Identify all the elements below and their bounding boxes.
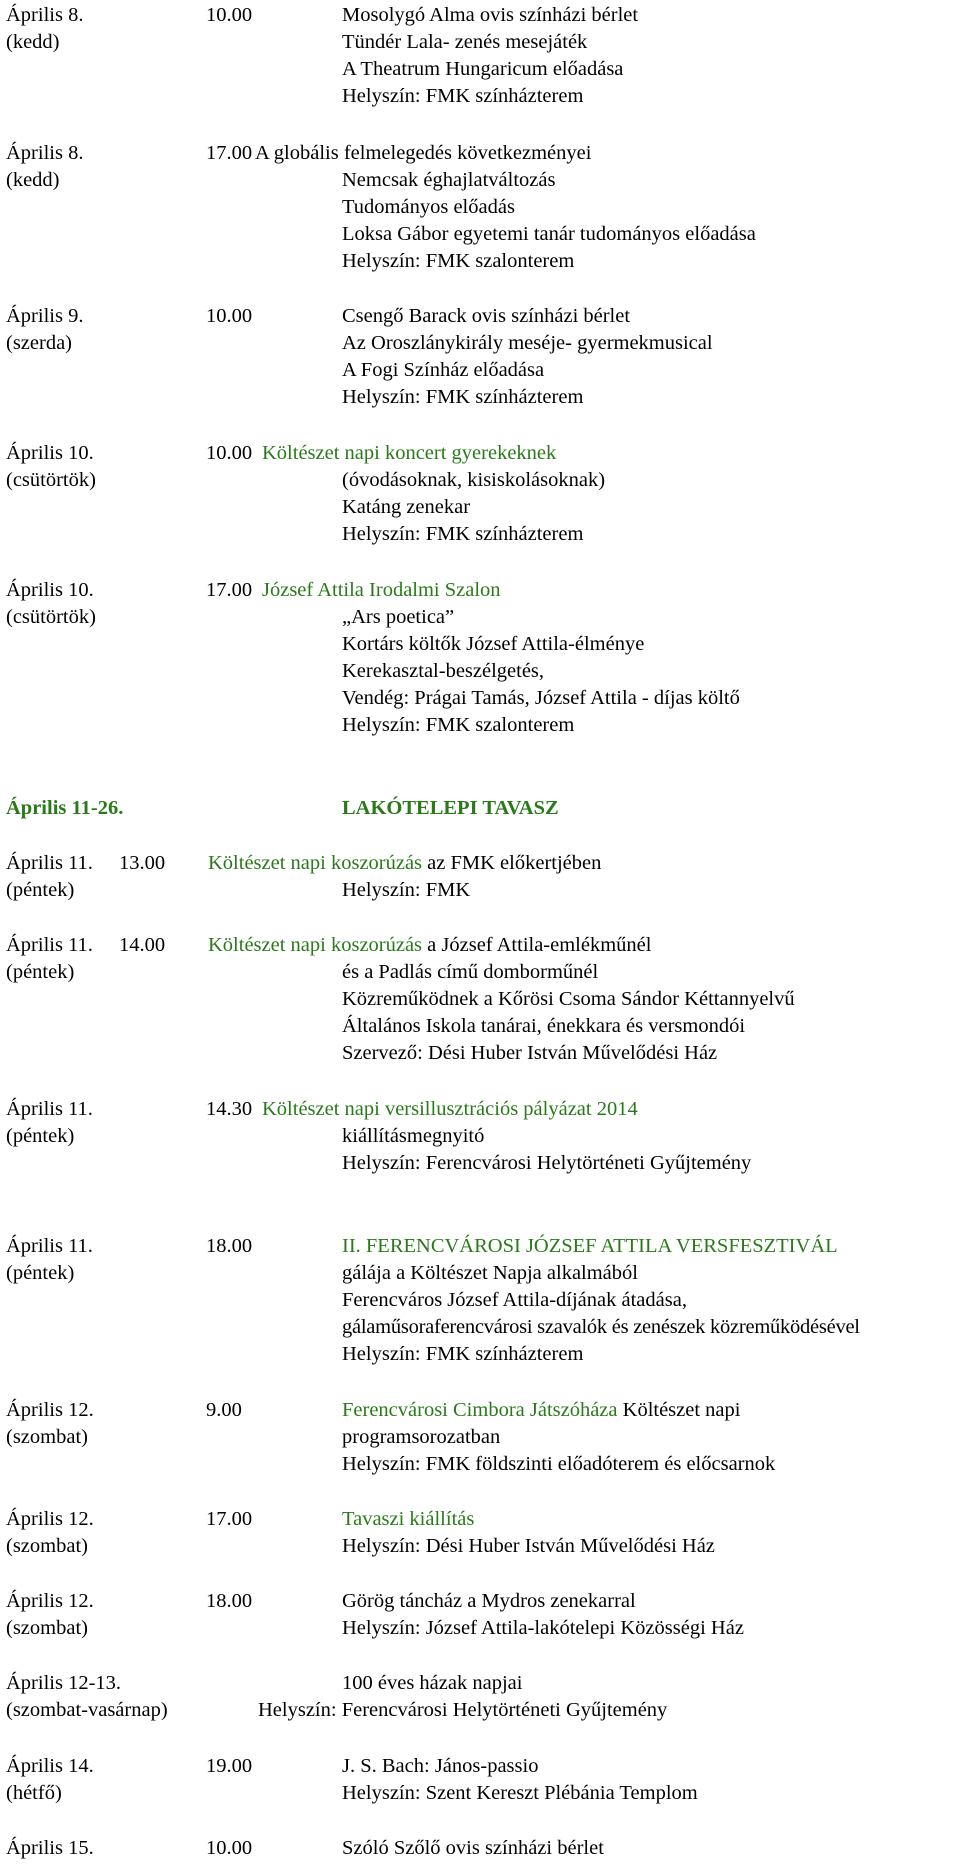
event-date: Április 11. (6, 852, 93, 874)
event-day: (péntek) (6, 1125, 75, 1147)
event-detail: Kerekasztal-beszélgetés, (342, 660, 545, 682)
event-title: Költészet napi versillusztrációs pályázat 2014 (262, 1098, 638, 1120)
event-venue: Helyszín: FMK (342, 879, 471, 901)
event-venue: Helyszín: Szent Kereszt Plébánia Templom (342, 1782, 698, 1804)
event-venue: Helyszín: FMK szalonterem (342, 250, 575, 272)
event-time: 10.00 (206, 1837, 253, 1859)
event-title: II. FERENCVÁROSI JÓZSEF ATTILA VERSFESZTIVÁL (342, 1235, 838, 1257)
event-title-rest: az FMK előkertjében (422, 852, 602, 874)
event-day: (péntek) (6, 1262, 75, 1284)
event-time: 17.00 (206, 1508, 253, 1530)
event-day: (kedd) (6, 31, 60, 53)
event-detail: kiállításmegnyitó (342, 1125, 485, 1147)
event-title: Csengő Barack ovis színházi bérlet (342, 305, 631, 327)
event-time: 14.00 (119, 934, 166, 956)
event-detail: Nemcsak éghajlatváltozás (342, 169, 556, 191)
event-day: (péntek) (6, 879, 75, 901)
event-detail: A Fogi Színház előadása (342, 359, 545, 381)
event-title: Költészet napi koszorúzás (208, 852, 423, 874)
event-time: 10.00 (206, 4, 253, 26)
event-detail: Loksa Gábor egyetemi tanár tudományos előadása (342, 223, 756, 245)
event-detail: Ferencváros József Attila-díjának átadása, (342, 1289, 687, 1311)
event-date: Április 11. (6, 934, 93, 956)
event-time: 10.00 (206, 442, 253, 464)
event-day: (szombat) (6, 1535, 88, 1557)
event-time: 10.00 (206, 305, 253, 327)
event-title-rest: Költészet napi (617, 1399, 741, 1421)
event-time: 17.00 (206, 142, 253, 164)
event-date: Április 12. (6, 1508, 94, 1530)
event-venue: Helyszín: FMK színházterem (342, 85, 584, 107)
event-title: A globális felmelegedés következményei (255, 142, 592, 164)
event-time: 18.00 (206, 1235, 253, 1257)
event-venue: Helyszín: FMK színházterem (342, 1343, 584, 1365)
event-title: 100 éves házak napjai (342, 1672, 523, 1694)
event-title: Görög táncház a Mydros zenekarral (342, 1590, 636, 1612)
event-time: 18.00 (206, 1590, 253, 1612)
event-time: 9.00 (206, 1399, 242, 1421)
event-time: 19.00 (206, 1755, 253, 1777)
event-venue: Helyszín: FMK szalonterem (342, 714, 575, 736)
event-title: J. S. Bach: János-passio (342, 1755, 539, 1777)
event-date: Április 12-13. (6, 1672, 122, 1694)
event-title: Mosolygó Alma ovis színházi bérlet (342, 4, 639, 26)
event-detail: Tudományos előadás (342, 196, 515, 218)
event-detail: programsorozatban (342, 1426, 501, 1448)
event-title-line (342, 1397, 740, 1424)
event-day: (péntek) (6, 961, 75, 983)
event-date: Április 10. (6, 579, 94, 601)
event-detail: „Ars poetica” (342, 606, 455, 628)
event-detail: Vendég: Prágai Tamás, József Attila - díjas költő (342, 687, 740, 709)
event-date: Április 9. (6, 305, 84, 327)
event-date: Április 8. (6, 142, 84, 164)
event-time: 13.00 (119, 852, 166, 874)
event-detail: Általános Iskola tanárai, énekkara és versmondói (342, 1015, 746, 1037)
event-venue: Helyszín: Ferencvárosi Helytörténeti Gyűjtemény (342, 1152, 752, 1174)
event-venue: Helyszín: Ferencvárosi Helytörténeti Gyűjtemény (258, 1699, 668, 1721)
event-date: Április 8. (6, 4, 84, 26)
event-title-rest: a József Attila-emlékműnél (422, 934, 652, 956)
event-detail: Az Oroszlánykirály meséje- gyermekmusical (342, 332, 713, 354)
event-detail: Közreműködnek a Kőrösi Csoma Sándor Kéttannyelvű (342, 988, 795, 1010)
event-organizer: Szervező: Dési Huber István Művelődési Ház (342, 1042, 718, 1064)
event-day: (szerda) (6, 332, 73, 354)
event-title: Szóló Szőlő ovis színházi bérlet (342, 1837, 604, 1859)
event-detail: Tündér Lala- zenés mesejáték (342, 31, 588, 53)
event-detail: gálája a Költészet Napja alkalmából (342, 1262, 638, 1284)
section-title: LAKÓTELEPI TAVASZ (342, 797, 559, 819)
event-title: József Attila Irodalmi Szalon (262, 579, 501, 601)
event-title: Költészet napi koncert gyerekeknek (262, 442, 557, 464)
event-time: 17.00 (206, 579, 253, 601)
event-venue: Helyszín: FMK színházterem (342, 523, 584, 545)
event-date: Április 11. (6, 1098, 93, 1120)
event-title-line (208, 932, 651, 959)
event-title: Tavaszi kiállítás (342, 1508, 475, 1530)
event-date: Április 14. (6, 1755, 94, 1777)
event-day: (hétfő) (6, 1782, 62, 1804)
event-day: (csütörtök) (6, 469, 96, 491)
event-day: (szombat) (6, 1426, 88, 1448)
event-detail: és a Padlás című domborműnél (342, 961, 599, 983)
event-day: (szombat) (6, 1617, 88, 1639)
event-date: Április 12. (6, 1590, 94, 1612)
event-date: Április 12. (6, 1399, 94, 1421)
event-detail: Katáng zenekar (342, 496, 471, 518)
section-date-range: Április 11-26. (6, 797, 124, 819)
event-detail: (óvodásoknak, kisiskolásoknak) (342, 469, 606, 491)
event-date: Április 10. (6, 442, 94, 464)
event-day: (szombat-vasárnap) (6, 1699, 168, 1721)
event-detail: gálaműsoraferencvárosi szavalók és zenészek közreműködésével (342, 1316, 860, 1338)
event-detail: Kortárs költők József Attila-élménye (342, 633, 645, 655)
event-venue: Helyszín: FMK színházterem (342, 386, 584, 408)
event-time: 14.30 (206, 1098, 253, 1120)
event-venue: Helyszín: József Attila-lakótelepi Közösségi Ház (342, 1617, 744, 1639)
event-date: Április 15. (6, 1837, 94, 1859)
event-date: Április 11. (6, 1235, 93, 1257)
event-title: Költészet napi koszorúzás (208, 934, 423, 956)
event-day: (csütörtök) (6, 606, 96, 628)
event-venue: Helyszín: Dési Huber István Művelődési Ház (342, 1535, 715, 1557)
event-title: Ferencvárosi Cimbora Játszóháza (342, 1399, 618, 1421)
event-day: (kedd) (6, 169, 60, 191)
event-venue: Helyszín: FMK földszinti előadóterem és előcsarnok (342, 1453, 776, 1475)
event-detail: A Theatrum Hungaricum előadása (342, 58, 624, 80)
event-title-line (208, 850, 601, 877)
